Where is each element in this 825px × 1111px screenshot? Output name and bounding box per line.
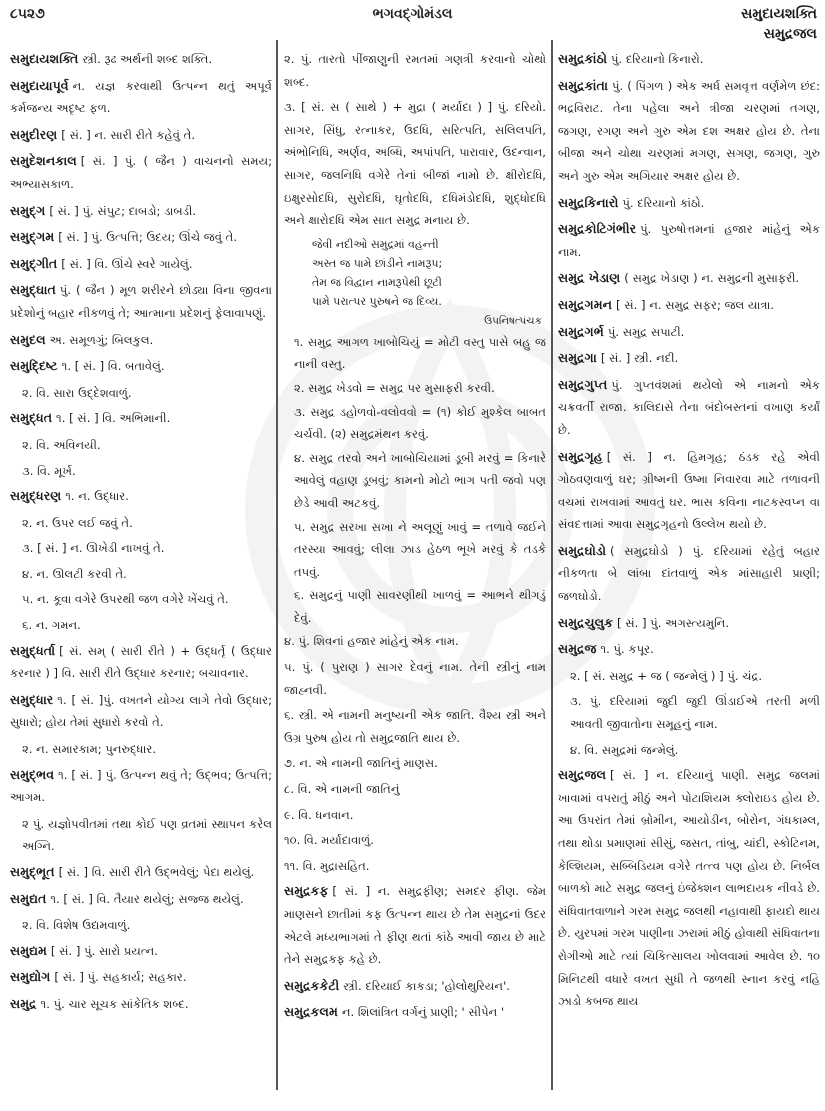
dictionary-entry — [558, 764, 820, 1013]
entry-definition: ૧. [ સં. ] વિ. બતાવેલું. — [61, 359, 165, 374]
entry-headword: સમુદ્રગમન — [558, 296, 613, 312]
entry-sense: ૨ પું. યજ્ઞોપવીતમાં તથા કોઈ પણ વ્રતમાં સ્થાપન કરેલ અગ્નિ. — [22, 816, 272, 854]
entry-definition: [ સં. ] ન. દરિયાનું પાણી. સમુદ્ર જલમાં ખાવામાં વપરાતું મીઠું અને પોટાશિયમ ક્લોરાઇડ હોય છે. આ ઉપરાંત તેમાં બ્રોમીન, આયોડીન, બોરોન, ગંધકામ્લ, તથા થોડા પ્રમાણમાં સીસું, જસત, તાંબુ, ચાંદી, સ્કોટિનમ, કેલ્શિયમ, સબ્બિડિયમ વગેરે તત્ત્વ પણ હોય છે. નિર્બલ બાળકો માટે સમુદ્ર જલનું ઇંજેક્શન લાભદાયક નીવડે છે. સંધિવાતવાળાને ગરમ સમુદ્ર જલથી નહાવાથી ફાયદો થાય છે. યુરપમાં ગરમ પાણીના ઝરામાં મીઠું હોવાથી સંધિવાતના રોગીઓ માટે ત્યાં ચિકિત્સાલય ખોલવામાં આવેલ છે. ૧૦ મિનિટથી વધારે વખત સુધી તે જળથી સ્નાન કરવું નહિ ઝાડો કબજ થાય — [558, 768, 820, 1009]
entry-sense: ૨. [ સં. સમુદ્ર + જ ( જન્મેલું ) ] પું. ચંદ્ર. — [570, 668, 763, 683]
dictionary-entry — [10, 640, 272, 685]
quote-line: પામે પરાત્પર પુરુષને જ દિવ્ય. — [312, 294, 442, 308]
sense: ૧૦. વિ. મર્યાદાવાળું. — [284, 833, 374, 848]
continuation-sense: ૩. [ સં. સ ( સાથે ) + મુદ્રા ( મર્યાદા ) ] પું. દરિયો. સાગર, સિંધુ, રત્નાકર, ઉદધિ, સરિત્પતિ, સલિલપતિ, અંભોનિધિ, અર્ણવ, અબ્ધિ, અપાંપતિ, પારાવાર, ઉદન્વાન, સાગર, જલનિધિ વગેરે તેનાં બીજાં નામો છે. ક્ષીરોદધિ, ઇક્ષુરસોદધિ, સુરોદધિ, ઘૃતોદધિ, દધિમંડોદધિ, શુદ્ધોદધિ અને ક્ષારોદધિ એમ સાત સમુદ્ર મનાય છે. — [284, 100, 546, 228]
entry-definition: ન. શિલાંત્રિત વર્ગનું પ્રાણી; ' સીપેન ' — [341, 1005, 505, 1020]
entry-definition: [ સં. ] પું. સંપુટ; દાબડો; ડાબડી. — [49, 203, 197, 218]
entry-headword: સમુદ્ઘાત — [10, 282, 56, 298]
dictionary-entry — [10, 888, 272, 911]
idiom: ૧. સમુદ્ર આગળ ખાબોચિયું = મોટી વસ્તુ પાસે બહુ જ નાની વસ્તુ. — [294, 334, 546, 372]
columns-container — [0, 48, 825, 1108]
entry-definition: ૧. [ સં. ] પું. ઉત્પન્ન થવું તે; ઉદ્ભવ; ઉત્પત્તિ; આગમ. — [10, 767, 272, 805]
entry-sense: ૨. ન. સમારકામ; પુનરુદ્ધાર. — [22, 742, 157, 757]
entry-headword: સમુદ્ધરણ — [10, 488, 62, 504]
column-2-entries — [284, 880, 546, 1024]
entry-headword: સમુદ્રકોટિગંભીર — [558, 221, 637, 237]
entry-definition: ( સમુદ્ર ખેડાણ ) ન. સમુદ્રની મુસાફરી. — [624, 271, 800, 286]
dictionary-entry — [10, 355, 272, 378]
entry-headword: સમુદલ — [10, 331, 46, 347]
dictionary-entry — [10, 253, 272, 276]
entry-definition: ૧. પું. ચાર સૂચક સાંકેતિક શબ્દ. — [40, 996, 189, 1011]
entry-headword: સમુદ્રગા — [558, 350, 597, 366]
dictionary-entry — [558, 48, 820, 71]
column-3 — [558, 48, 820, 1108]
entry-definition: પું. ગુપ્તવંશમાં થયેલો એ નામનો એક ચક્રવર્તી રાજા. કાલિદાસે તેના બંદોબસ્તનાં વખાણ કર્યાં છે. — [558, 377, 820, 437]
entry-definition: પું. પુરુષોત્તમનાં હજાર માંહેનું એક નામ. — [558, 222, 820, 259]
entry-headword: સમુદ્રગુપ્ત — [558, 376, 608, 392]
dictionary-entry — [10, 993, 272, 1016]
entry-headword: સમુદ્ર — [10, 995, 37, 1011]
quotation — [284, 235, 546, 311]
dictionary-entry — [558, 218, 820, 263]
entry-headword: સમુદીરણ — [10, 126, 58, 142]
dictionary-entry — [558, 374, 820, 442]
entry-definition: [ સં. ] વિ. ઊંચે સ્વરે ગાયેલું. — [61, 256, 193, 271]
page-header — [0, 0, 825, 46]
page-number: ૮૫૨૭ — [10, 6, 45, 22]
entry-headword: સમુદ્રકાંઠો — [558, 51, 607, 66]
entry-headword: સમુદ્રચુલુક — [558, 614, 614, 630]
entry-headword: સમુદ્યમ — [10, 942, 47, 958]
dictionary-entry — [10, 689, 272, 734]
entry-sense: ૩. પું. દરિયામાં જુદી જુદી ઊંડાઈએ તરતી મળી આવતી જીવાતોના સમૂહનું નામ. — [570, 694, 820, 732]
quote-line: તેમ જ વિદ્વાન નામરૂપેથી છૂટી — [312, 275, 442, 289]
entry-sense: ૪. વિ. સમુદ્રમાં જન્મેલું. — [570, 742, 679, 757]
dictionary-entry — [10, 966, 272, 989]
entry-definition: [ સં. ] પું. સારો પ્રયત્ન. — [50, 943, 158, 958]
idiom: ૨. સમુદ્ર ખેડવો = સમુદ્ર પર મુસાફરી કરવી. — [294, 380, 495, 395]
entry-sense: ૨. વિ. અવિનયી. — [22, 437, 101, 452]
entry-headword: સમુદ્ધત — [10, 410, 53, 426]
dictionary-entry — [558, 192, 820, 215]
entry-headword: સમુદ્રકફ — [284, 883, 329, 899]
continuation-sense: ૨. પું. તારતો પીંજાણુની રમતમાં ગણત્રી કરવાનો ચોથો શબ્દ. — [284, 52, 546, 89]
idiom: ૫. સમુદ્ર સરખા સખા ને અલૂણું ખાવું = તળાવે જઈને તરસ્યા આવવું; લીલા ઝાડ હેઠળ ભૂખે મરવું કે તડકે તપવું. — [294, 519, 546, 579]
idiom: ૪. સમુદ્ર તરવો અને ખાબોચિયામાં ડૂબી મરવું = કિનારે આવેલું વહાણ ડૂબવું; કામનો મોટો ભાગ પતી જવો પણ છેડે આવી અટકવું. — [294, 450, 546, 510]
dictionary-entry — [10, 226, 272, 249]
entry-definition: અ. સમૂળગું; બિલકુલ. — [49, 332, 154, 347]
dictionary-entry — [10, 485, 272, 508]
entry-definition: [ સં. સમ્ ( સારી રીતે ) + ઉદ્ધર્તૃ ( ઉદ્ધાર કરનાર ) ] વિ. સારી રીતે ઉદ્ધાર કરનાર; બચાવનાર. — [10, 643, 272, 681]
entry-headword: સમુદેશનકાલ — [10, 153, 77, 169]
dictionary-entry — [10, 48, 272, 71]
entry-headword: સમુદ્યોગ — [10, 969, 51, 985]
entry-definition: [ સં. ] પું. ઉત્પત્તિ; ઉદય; ઊંચે જવું તે. — [58, 230, 238, 245]
dictionary-entry — [558, 540, 820, 608]
entry-sense: ૪. ન. ઊલટી કરવી તે. — [22, 566, 127, 581]
entry-headword: સમુદ્રજ — [558, 641, 597, 657]
entry-definition: [ સં. ] ન. હિમગૃહ; ઠંડક રહે એવી ગોઠવણવાળું ઘર; ગ્રીષ્મની ઉષ્મા નિવારવા માટે તળાવની વચમાં રાખવામાં આવતું ઘર. ભાસ કવિના નાટકસ્વપ્ન વા સંવદત્તામાં આવા સમુદ્રગૃહનો ઉલ્લેખ થયો છે. — [558, 449, 820, 532]
sense: ૬. સ્ત્રી. એ નામની મનુષ્યની એક જાતિ. વૈશ્ય સ્ત્રી અને ઉગ્ર પુરુષ હોય તો સમુદ્રજાતિ થાય છે. — [284, 708, 546, 745]
entry-headword: સમુદ્રકિનારો — [558, 194, 619, 210]
entry-sense: ૬. ન. ગમન. — [22, 618, 81, 633]
entry-definition: ૧. [ સં. ]પું. વખતને યોગ્ય લાગે તેવો ઉદ્ધાર; સુધારો; હોય તેમાં સુધારો કરવો તે. — [10, 692, 272, 730]
entry-sense: ૩. [ સં. ] ન. ઊખેડી નાખવું તે. — [22, 541, 165, 556]
entry-definition: [ સં. ] સ્ત્રી. નદી. — [600, 351, 679, 366]
entry-sense: ૩. વિ. મૂર્ખ. — [22, 463, 76, 478]
entry-definition: ૧. [ સં. ] વિ. તૈયાર થયેલું; સજ્જ થયેલું. — [50, 891, 244, 906]
entry-headword: સમુદ્ર ખેડાણ — [558, 270, 621, 286]
sense: ૫. પું. ( પુરાણ ) સાગર દેવનું નામ. તેની સ્ત્રીનું નામ જાહ્નવી. — [284, 660, 546, 697]
sense: ૯. વિ. ધનવાન. — [284, 807, 354, 822]
entry-headword: સમુદ્ગીત — [10, 255, 58, 271]
dictionary-entry — [284, 1001, 546, 1024]
entry-headword: સમુદ્રજલ — [558, 767, 606, 783]
entry-headword: સમુદ્રઘોડો — [558, 542, 606, 558]
sense: ૭. ન. એ નામની જાતિનું માણસ. — [284, 756, 438, 771]
entry-sense: ૨. વિ. સારા ઉદ્દેશવાળું. — [22, 385, 132, 400]
quote-line: અસ્ત જ પામે છાંડીને નામરૂપ; — [312, 256, 443, 270]
column-2 — [284, 48, 546, 1108]
dictionary-entry — [558, 347, 820, 370]
entry-definition: સ્ત્રી. દરિયાઈ કાકડા; 'હોલોથુરિયન'. — [343, 978, 510, 993]
book-title: ભગવદ્ગોમંડલ — [372, 6, 453, 22]
dictionary-entry — [558, 294, 820, 317]
dictionary-entry — [558, 267, 820, 290]
dictionary-entry — [10, 764, 272, 809]
entry-definition: પું. દરિયાનો કિનારો. — [611, 52, 704, 66]
dictionary-entry — [10, 124, 272, 147]
entry-headword: સમુદ્ધર્તા — [10, 642, 56, 658]
entry-headword: સમુદ્ગ — [10, 202, 46, 218]
entry-sense: ૨. વિ. વિશેષ ઉદ્યમવાળું. — [22, 918, 131, 933]
dictionary-entry — [284, 975, 546, 998]
dictionary-entry — [10, 279, 272, 324]
dictionary-entry — [284, 880, 546, 970]
dictionary-entry — [10, 407, 272, 430]
guide-word-last: સમુદ્રજલ — [763, 26, 817, 42]
entry-headword: સમુદ્રકાંતા — [558, 77, 608, 93]
column-1 — [10, 48, 272, 1108]
dictionary-entry — [558, 612, 820, 635]
entry-headword: સમુદ્દિષ્ટ — [10, 358, 58, 374]
idiom: ૬. સમુદ્રનું પાણી સાવરણીથી ખાળવું = આભને થીગડું દેવું. — [294, 588, 546, 625]
sense: ૪. પું. શિવનાં હજાર માંહેનું એક નામ. — [284, 634, 459, 649]
entry-definition: પું. ( જૈન ) મૂળ શરીરને છોડ્યા વિના જીવના પ્રદેશોનું બહાર નીકળવું તે; આત્માના પ્રદેશનું ફેલાવાપણું. — [10, 283, 272, 320]
dictionary-entry — [10, 940, 272, 963]
sense: ૧૧. વિ. મુદ્રાસહિત. — [284, 858, 370, 873]
entry-headword: સમુદાયાપૂર્વ — [10, 77, 69, 93]
entry-headword: સમુદ્રગૃહ — [558, 448, 603, 464]
entry-headword: સમુદ્ભૂત — [10, 864, 55, 879]
entry-definition: સ્ત્રી. રૂઢ અર્થની શબ્દ શક્તિ. — [82, 52, 213, 66]
entry-definition: [ સં. ] પું. ( જૈન ) વાચનનો સમય; અભ્યાસકાળ. — [10, 154, 272, 191]
quote-line: જેવી નદીઓ સમુદ્રમાં વહન્તી — [312, 237, 439, 251]
idiom: ૩. સમુદ્ર ડહોળવો-વલોવવો = (૧) કોઈ મુશ્કેલ બાબત ચર્ચવી. (૨) સમુદ્રમંથન કરવું. — [294, 404, 546, 442]
entry-definition: [ સં. ] પું. અગસ્ત્યમુનિ. — [617, 615, 730, 630]
entry-headword: સમુદ્ધાર — [10, 691, 54, 707]
guide-word-first: સમુદાયશક્તિ — [740, 6, 817, 22]
quote-source: ઉપનિષત્પંચક — [484, 314, 542, 327]
entry-headword: સમુદ્રકકેટી — [284, 977, 340, 993]
entry-definition: પું. દરિયાનો કાંઠો. — [622, 195, 705, 210]
dictionary-entry — [558, 638, 820, 661]
entry-headword: સમુદ્રગર્ભ — [558, 323, 604, 339]
entry-headword: સમુદ્યત — [10, 890, 47, 906]
entry-definition: ન. યજ્ઞ કરવાથી ઉત્પન્ન થતું અપૂર્વ કર્મજન્ય અદૃષ્ટ ફળ. — [10, 78, 272, 116]
dictionary-entry — [558, 446, 820, 536]
entry-definition: પું. સમુદ્ર સપાટી. — [607, 324, 685, 339]
entry-sense: ૨. ન. ઉપર લઈ જવું તે. — [22, 515, 133, 530]
dictionary-entry — [558, 75, 820, 188]
dictionary-entry — [558, 321, 820, 344]
entry-definition: પું. ( પિંગળ ) એક અર્ધ સમવૃત્ત વર્ણમેળ છંદ: ભદ્રવિરાટ. તેના પહેલા અને ત્રીજા ચરણમાં તગણ, જગણ, રગણ અને ગુરુ એમ દશ અક્ષર હોય છે. તેના બીજા અને ચોથા ચરણમાં મગણ, સગણ, જગણ, ગુરુ અને ગુરુ એમ અગિયાર અક્ષર હોય છે. — [558, 78, 820, 183]
dictionary-entry — [10, 75, 272, 120]
entry-definition: [ સં. ] વિ. સારી રીતે ઉદ્ભવેલું; પેદા થયેલું. — [58, 865, 255, 879]
entry-headword: સમુદ્ભવ — [10, 766, 55, 782]
entry-definition: ( સમુદ્રઘોડો ) પું. દરિયામાં રહેતું બહાર નીકળતા બે લાંબા દાંતવાળું એક માંસાહારી પ્રાણી; જળઘોડો. — [558, 543, 820, 604]
entry-headword: સમુદ્રકલમ — [284, 1004, 338, 1020]
entry-definition: [ સં. ] ન. સમુદ્રફીણ; સમદર ફીણ. જેમ માણસને છાતીમાં કફ ઉત્પન્ન થાય છે તેમ સમુદ્રનાં ઉદર એટલે મધ્યભાગમાં તે ફીણ થતાં કાંઠે આવી જાય છે માટે તેને સમુદ્રકફ કહે છે. — [284, 884, 546, 967]
dictionary-entry — [10, 861, 272, 884]
sense: ૮. વિ. એ નામની જાતિનું — [284, 782, 400, 797]
entry-definition: ૧. ન. ઉદ્ધાર. — [65, 489, 129, 504]
entry-sense: ૫. ન. કૂવા વગેરે ઉપરથી જળ વગેરે ખેંચવું તે. — [22, 592, 229, 607]
entry-definition: [ સં. ] પું. સહકાર્ય; સહકાર. — [54, 970, 187, 985]
entry-definition: [ સં. ] ન. સારી રીતે કહેવું તે. — [61, 127, 196, 142]
entry-definition: ૧. પું. કપૂર. — [600, 642, 654, 657]
entry-headword: સમુદાયશક્તિ — [10, 51, 79, 66]
dictionary-entry — [10, 329, 272, 352]
entry-definition: ૧. [ સં. ] વિ. અભિમાની. — [56, 411, 171, 426]
entry-definition: [ સં. ] ન. સમુદ્ર સફર; જલ યાત્રા. — [616, 297, 774, 312]
dictionary-entry — [10, 200, 272, 223]
entry-headword: સમુદ્ગમ — [10, 229, 55, 245]
dictionary-entry — [10, 150, 272, 195]
